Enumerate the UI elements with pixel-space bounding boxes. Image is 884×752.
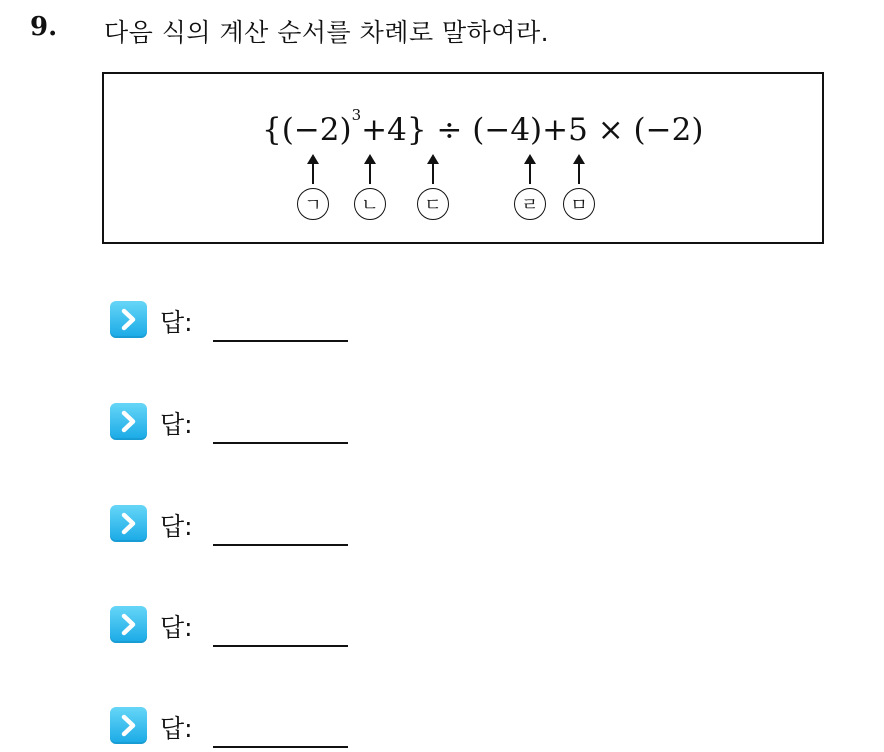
answer-blank[interactable] — [213, 746, 348, 748]
answer-label: 답: — [160, 714, 193, 743]
answer-label: 답: — [160, 613, 193, 642]
marker-digeut: ㄷ — [417, 188, 449, 220]
chevron-right-icon — [110, 505, 147, 542]
chevron-right-icon — [110, 707, 147, 744]
arrow-icon — [529, 156, 531, 184]
marker-rieul: ㄹ — [514, 188, 546, 220]
marker-giyeok: ㄱ — [297, 188, 329, 220]
expression-part1: {(−2) — [262, 112, 352, 148]
chevron-right-icon — [110, 301, 147, 338]
chevron-right-icon — [110, 403, 147, 440]
answer-blank[interactable] — [213, 442, 348, 444]
question-text: 다음 식의 계산 순서를 차례로 말하여라. — [104, 18, 550, 47]
arrow-icon — [432, 156, 434, 184]
arrow-icon — [312, 156, 314, 184]
answer-blank[interactable] — [213, 645, 348, 647]
expression-part2: +4} ÷ (−4)+5 × (−2) — [361, 112, 704, 148]
math-expression — [262, 106, 704, 148]
arrow-icon — [369, 156, 371, 184]
arrow-icon — [578, 156, 580, 184]
answer-label: 답: — [160, 308, 193, 337]
marker-mieum: ㅁ — [563, 188, 595, 220]
expression-exponent: 3 — [351, 106, 362, 124]
question-number: 9. — [30, 12, 58, 42]
answer-blank[interactable] — [213, 544, 348, 546]
chevron-right-icon — [110, 606, 147, 643]
marker-nieun: ㄴ — [354, 188, 386, 220]
answer-label: 답: — [160, 512, 193, 541]
expression-box — [102, 72, 824, 244]
answer-blank[interactable] — [213, 340, 348, 342]
answer-label: 답: — [160, 410, 193, 439]
